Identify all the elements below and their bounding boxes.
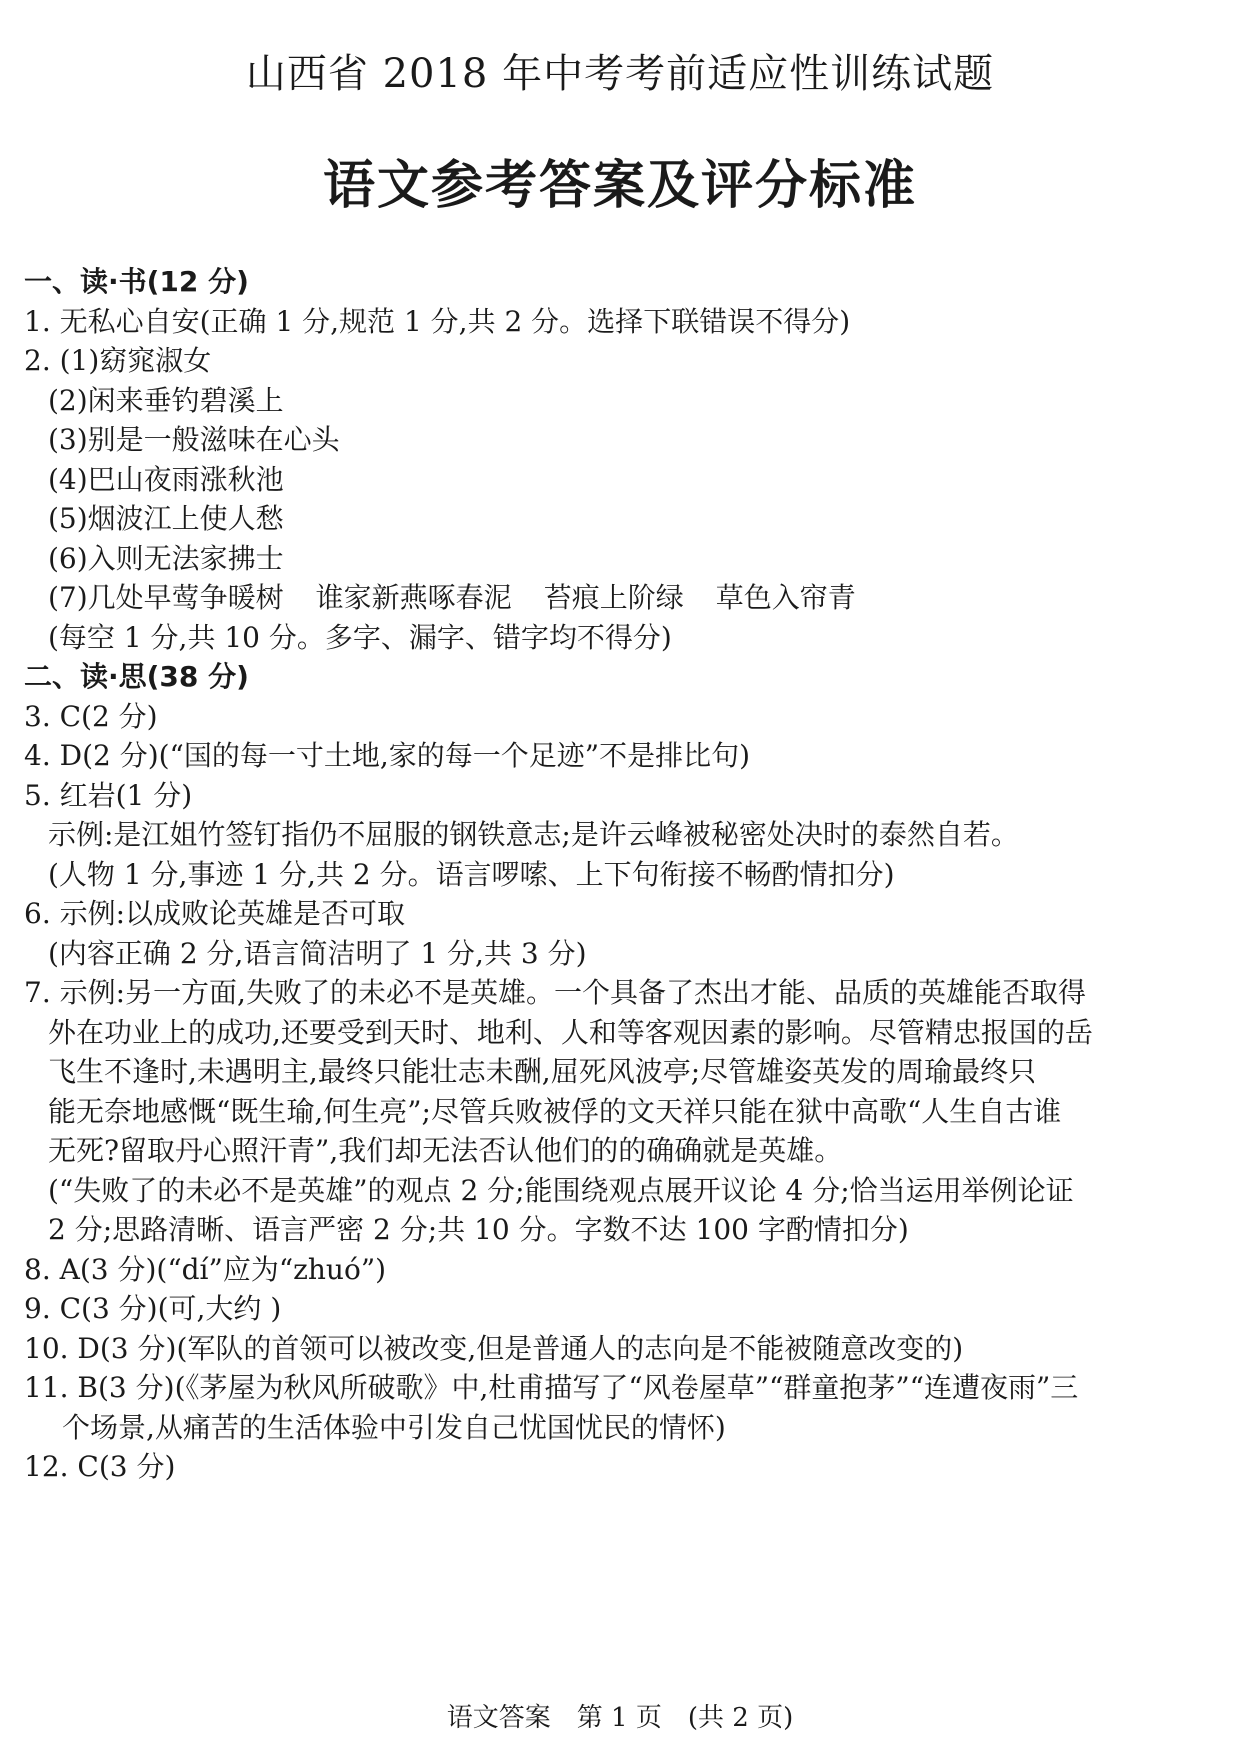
answer-line: 9. C(3 分)(可,大约 ) bbox=[24, 1292, 282, 1325]
scoring-note: (每空 1 分,共 10 分。多字、漏字、错字均不得分) bbox=[48, 621, 672, 654]
answer-line: 2. (1)窈窕淑女 bbox=[24, 344, 212, 377]
answer-line: 1. 无私心自安(正确 1 分,规范 1 分,共 2 分。选择下联错误不得分) bbox=[24, 305, 851, 338]
answer-line: 无死?留取丹心照汗青”,我们却无法否认他们的的确确就是英雄。 bbox=[48, 1134, 843, 1167]
answer-line: (3)别是一般滋味在心头 bbox=[48, 423, 340, 456]
answer-line: 4. D(2 分)(“国的每一寸土地,家的每一个足迹”不是排比句) bbox=[24, 739, 751, 772]
answer-line: 5. 红岩(1 分) bbox=[24, 779, 193, 812]
verse-part: 苔痕上阶绿 bbox=[543, 581, 684, 614]
verse-part: 谁家新燕啄春泥 bbox=[315, 581, 512, 614]
answer-line: 8. A(3 分)(“dí”应为“zhuó”) bbox=[24, 1253, 387, 1286]
answer-line: 飞生不逢时,未遇明主,最终只能壮志未酬,屈死风波亭;尽管雄姿英发的周瑜最终只 bbox=[48, 1055, 1037, 1088]
verse-part: (7)几处早莺争暖树 bbox=[48, 581, 284, 614]
section-heading-2: 二、读·思(38 分) bbox=[24, 660, 249, 693]
scoring-note: (内容正确 2 分,语言简洁明了 1 分,共 3 分) bbox=[48, 937, 587, 970]
scoring-note: (“失败了的未必不是英雄”的观点 2 分;能围绕观点展开议论 4 分;恰当运用举例论证 bbox=[48, 1174, 1074, 1207]
verse-part: 草色入帘青 bbox=[715, 581, 856, 614]
page-title: 山西省 2018 年中考考前适应性训练试题 bbox=[245, 51, 995, 97]
answer-line: 7. 示例:另一方面,失败了的未必不是英雄。一个具备了杰出才能、品质的英雄能否取得 bbox=[24, 976, 1086, 1009]
answer-line: 6. 示例:以成败论英雄是否可取 bbox=[24, 897, 406, 930]
answer-line: 能无奈地感慨“既生瑜,何生亮”;尽管兵败被俘的文天祥只能在狱中高歌“人生自古谁 bbox=[48, 1095, 1062, 1128]
answer-line: (2)闲来垂钓碧溪上 bbox=[48, 384, 284, 417]
answer-line: 12. C(3 分) bbox=[24, 1450, 176, 1483]
scoring-note: (人物 1 分,事迹 1 分,共 2 分。语言啰嗦、上下句衔接不畅酌情扣分) bbox=[48, 858, 895, 891]
answer-line: 示例:是江姐竹签钉指仍不屈服的钢铁意志;是许云峰被秘密处决时的泰然自若。 bbox=[48, 818, 1019, 851]
page-subtitle: 语文参考答案及评分标准 bbox=[322, 156, 917, 216]
answer-line: 个场景,从痛苦的生活体验中引发自己忧国忧民的情怀) bbox=[62, 1411, 726, 1444]
answer-line: (5)烟波江上使人愁 bbox=[48, 502, 284, 535]
scoring-note: 2 分;思路清晰、语言严密 2 分;共 10 分。字数不达 100 字酌情扣分) bbox=[48, 1213, 909, 1246]
answer-line: 11. B(3 分)(《茅屋为秋风所破歌》中,杜甫描写了“风卷屋草”“群童抱茅”“连遭夜雨”三 bbox=[24, 1371, 1079, 1404]
answer-line: 3. C(2 分) bbox=[24, 700, 158, 733]
answer-line: (6)入则无法家拂士 bbox=[48, 542, 284, 575]
section-heading-1: 一、读·书(12 分) bbox=[24, 265, 249, 298]
page-footer: 语文答案 第 1 页 (共 2 页) bbox=[446, 1703, 794, 1733]
answer-line: (4)巴山夜雨涨秋池 bbox=[48, 463, 284, 496]
answer-line bbox=[48, 578, 856, 618]
answer-line: 10. D(3 分)(军队的首领可以被改变,但是普通人的志向是不能被随意改变的) bbox=[24, 1332, 964, 1365]
answer-line: 外在功业上的成功,还要受到天时、地利、人和等客观因素的影响。尽管精忠报国的岳 bbox=[48, 1016, 1093, 1049]
